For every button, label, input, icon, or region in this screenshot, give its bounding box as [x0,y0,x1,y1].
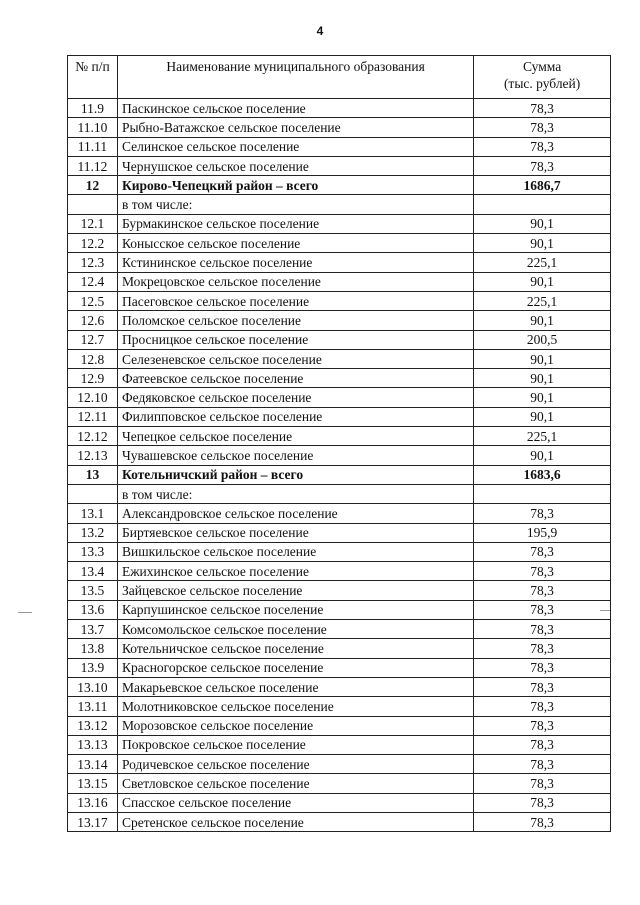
row-sum: 78,3 [474,600,611,619]
row-number: 13.12 [68,716,118,735]
row-number: 12 [68,176,118,195]
table-row [68,600,611,619]
row-number: 11.9 [68,99,118,118]
table-row [68,735,611,754]
table-row [68,716,611,735]
row-number: 13.9 [68,658,118,677]
row-number: 13.16 [68,793,118,812]
row-municipality-name: в том числе: [117,195,473,214]
row-number: 13.15 [68,774,118,793]
row-sum: 78,3 [474,620,611,639]
row-municipality-name: Карпушинское сельское поселение [117,600,473,619]
row-municipality-name: в том числе: [117,484,473,503]
row-municipality-name: Федяковское сельское поселение [117,388,473,407]
table-row-total [68,465,611,484]
row-number: 13.13 [68,735,118,754]
row-number: 12.2 [68,234,118,253]
row-number [68,195,118,214]
row-sum: 90,1 [474,446,611,465]
row-sum: 1683,6 [474,465,611,484]
table-row [68,234,611,253]
row-sum: 78,3 [474,118,611,137]
scan-mark-left [18,612,32,613]
header-sum [474,56,611,99]
row-number: 12.9 [68,369,118,388]
table-row [68,156,611,175]
table-row [68,542,611,561]
table-row [68,793,611,812]
table-row [68,484,611,503]
scan-mark-right [600,610,610,611]
table-row [68,523,611,542]
table-row [68,272,611,291]
row-sum: 90,1 [474,214,611,233]
row-sum: 90,1 [474,272,611,291]
row-municipality-name: Чувашевское сельское поселение [117,446,473,465]
row-municipality-name: Пасеговское сельское поселение [117,291,473,310]
row-sum: 78,3 [474,137,611,156]
header-municipality-name: Наименование муниципального образования [117,56,473,99]
row-municipality-name: Селезеневское сельское поселение [117,349,473,368]
row-number: 11.11 [68,137,118,156]
table-row [68,388,611,407]
table-row [68,504,611,523]
row-sum: 1686,7 [474,176,611,195]
row-municipality-name: Паскинское сельское поселение [117,99,473,118]
row-municipality-name: Александровское сельское поселение [117,504,473,523]
row-municipality-name: Поломское сельское поселение [117,311,473,330]
row-sum: 225,1 [474,291,611,310]
header-row [68,56,611,99]
row-number: 13.7 [68,620,118,639]
row-municipality-name: Селинское сельское поселение [117,137,473,156]
row-municipality-name: Молотниковское сельское поселение [117,697,473,716]
header-number: № п/п [68,56,118,99]
table-row [68,774,611,793]
row-number: 13.5 [68,581,118,600]
row-municipality-name: Морозовское сельское поселение [117,716,473,735]
table-row [68,291,611,310]
row-municipality-name: Макарьевское сельское поселение [117,677,473,696]
row-municipality-name: Конысское сельское поселение [117,234,473,253]
row-sum: 90,1 [474,369,611,388]
row-number: 12.10 [68,388,118,407]
row-municipality-name: Рыбно-Ватажское сельское поселение [117,118,473,137]
row-sum: 78,3 [474,812,611,831]
row-sum: 200,5 [474,330,611,349]
row-sum: 78,3 [474,793,611,812]
row-municipality-name: Котельничское сельское поселение [117,639,473,658]
row-sum: 78,3 [474,99,611,118]
row-municipality-name: Просницкое сельское поселение [117,330,473,349]
table-row [68,697,611,716]
row-number: 13.10 [68,677,118,696]
table-row-total [68,176,611,195]
table-row [68,446,611,465]
row-municipality-name: Красногорское сельское поселение [117,658,473,677]
row-municipality-name: Чепецкое сельское поселение [117,427,473,446]
row-municipality-name: Фатеевское сельское поселение [117,369,473,388]
row-number: 12.12 [68,427,118,446]
row-sum: 78,3 [474,735,611,754]
row-municipality-name: Мокрецовское сельское поселение [117,272,473,291]
row-sum: 78,3 [474,562,611,581]
row-municipality-name: Ежихинское сельское поселение [117,562,473,581]
table-row [68,581,611,600]
row-sum: 90,1 [474,388,611,407]
row-municipality-name: Кирово-Чепецкий район – всего [117,176,473,195]
row-number: 12.8 [68,349,118,368]
table-row [68,812,611,831]
row-number: 12.11 [68,407,118,426]
row-municipality-name: Бурмакинское сельское поселение [117,214,473,233]
table-row [68,118,611,137]
row-number: 12.6 [68,311,118,330]
table-row [68,639,611,658]
row-sum [474,484,611,503]
table-body [68,99,611,832]
table-row [68,349,611,368]
table-row [68,427,611,446]
row-municipality-name: Котельничский район – всего [117,465,473,484]
table-row [68,99,611,118]
row-municipality-name: Филипповское сельское поселение [117,407,473,426]
table-row [68,137,611,156]
table-row [68,407,611,426]
header-sum-title: Сумма [523,59,562,74]
row-number: 13.2 [68,523,118,542]
row-sum: 78,3 [474,697,611,716]
row-municipality-name: Родичевское сельское поселение [117,755,473,774]
row-municipality-name: Биртяевское сельское поселение [117,523,473,542]
table-row [68,214,611,233]
row-sum: 90,1 [474,407,611,426]
row-number: 11.10 [68,118,118,137]
table-row [68,195,611,214]
row-number: 12.7 [68,330,118,349]
row-number: 13.17 [68,812,118,831]
row-sum: 78,3 [474,156,611,175]
row-number: 12.3 [68,253,118,272]
row-sum: 90,1 [474,311,611,330]
table-row [68,369,611,388]
table-row [68,620,611,639]
row-number [68,484,118,503]
row-sum: 78,3 [474,755,611,774]
row-number: 13.3 [68,542,118,561]
row-municipality-name: Спасское сельское поселение [117,793,473,812]
row-number: 12.1 [68,214,118,233]
row-sum: 78,3 [474,774,611,793]
table-row [68,253,611,272]
page-number: 4 [316,24,324,38]
row-sum: 78,3 [474,504,611,523]
row-municipality-name: Покровское сельское поселение [117,735,473,754]
row-number: 13.6 [68,600,118,619]
row-municipality-name: Зайцевское сельское поселение [117,581,473,600]
row-sum: 78,3 [474,542,611,561]
row-number: 12.13 [68,446,118,465]
row-number: 13.4 [68,562,118,581]
allocation-table [67,55,611,832]
row-municipality-name: Сретенское сельское поселение [117,812,473,831]
row-sum: 78,3 [474,581,611,600]
table-row [68,658,611,677]
header-sum-unit: (тыс. рублей) [503,76,581,91]
row-sum: 78,3 [474,677,611,696]
row-number: 12.4 [68,272,118,291]
row-sum: 90,1 [474,349,611,368]
row-sum: 78,3 [474,658,611,677]
row-municipality-name: Светловское сельское поселение [117,774,473,793]
row-sum: 90,1 [474,234,611,253]
row-sum: 78,3 [474,639,611,658]
row-municipality-name: Вишкильское сельское поселение [117,542,473,561]
row-municipality-name: Комсомольское сельское поселение [117,620,473,639]
row-municipality-name: Кстининское сельское поселение [117,253,473,272]
row-sum [474,195,611,214]
row-number: 13.11 [68,697,118,716]
table-row [68,330,611,349]
row-number: 13 [68,465,118,484]
row-sum: 195,9 [474,523,611,542]
table-header [68,56,611,99]
row-sum: 225,1 [474,427,611,446]
row-number: 11.12 [68,156,118,175]
row-sum: 78,3 [474,716,611,735]
table-row [68,311,611,330]
table-row [68,677,611,696]
row-number: 12.5 [68,291,118,310]
row-number: 13.1 [68,504,118,523]
row-number: 13.14 [68,755,118,774]
table-row [68,755,611,774]
table-row [68,562,611,581]
row-sum: 225,1 [474,253,611,272]
row-number: 13.8 [68,639,118,658]
row-municipality-name: Чернушское сельское поселение [117,156,473,175]
